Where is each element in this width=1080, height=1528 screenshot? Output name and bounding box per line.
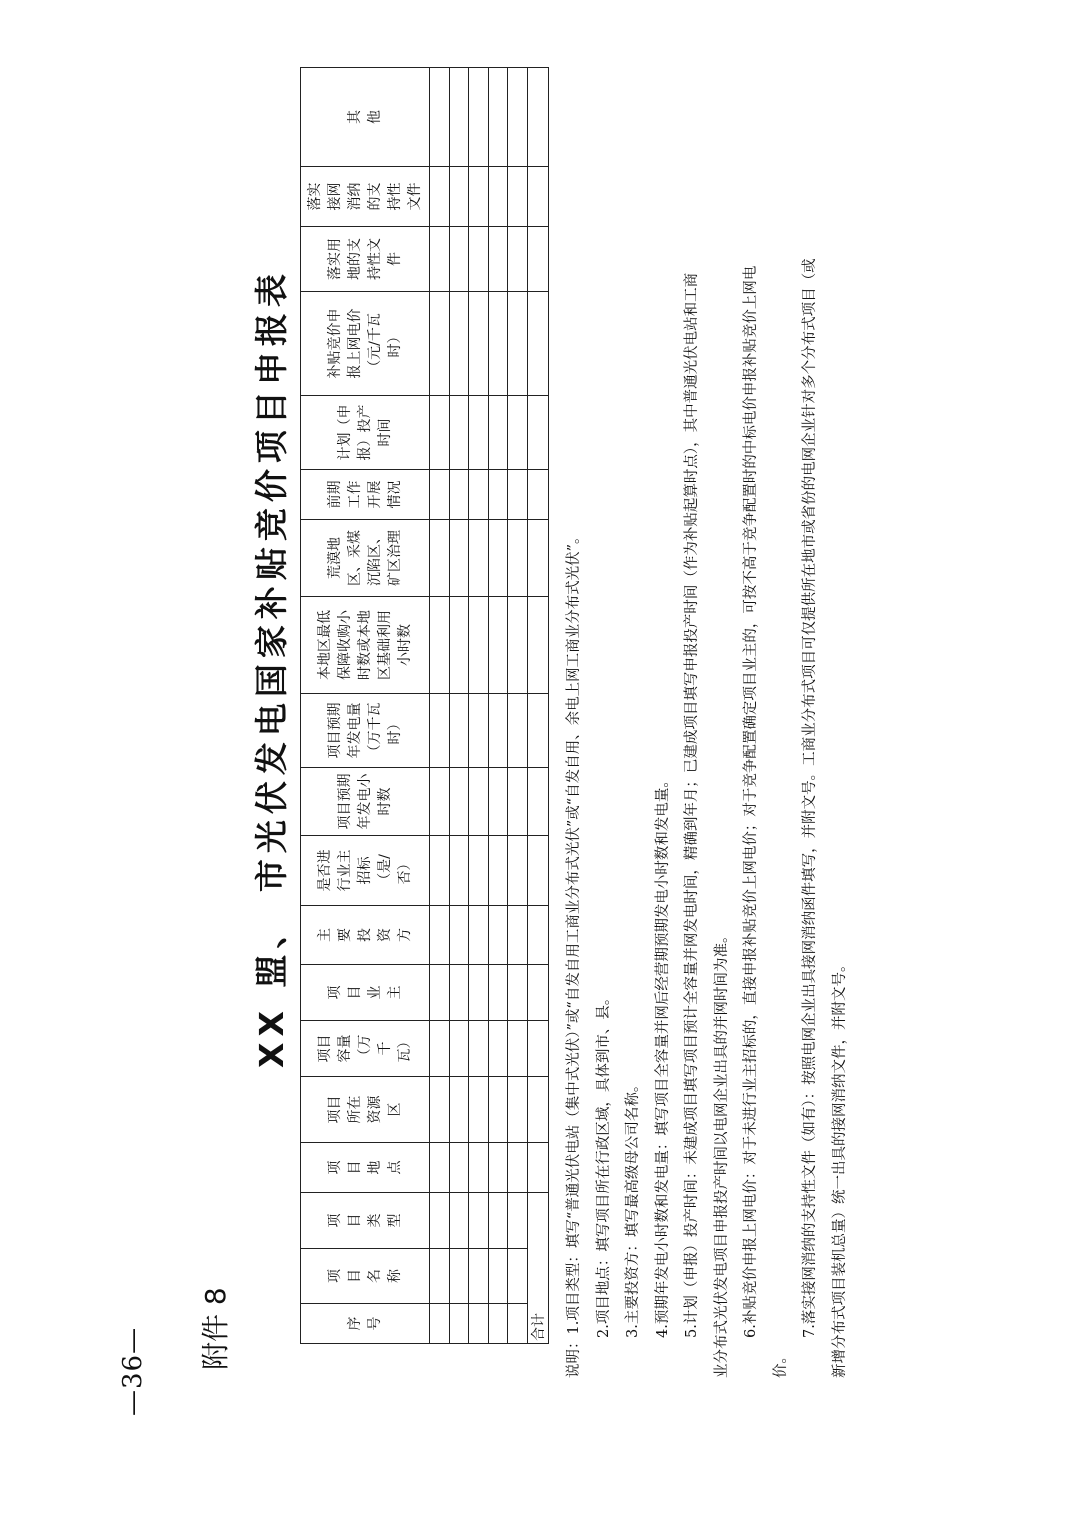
document-title: XX 盟、 市光伏发电国家补贴竞价项目申报表: [252, 268, 291, 1068]
header-capacity: 项目容量（万千瓦）: [301, 1021, 430, 1077]
header-other: 其他: [301, 68, 430, 167]
table-total-row: [527, 68, 548, 1344]
table-row: [488, 68, 508, 1344]
project-report-table: [300, 67, 549, 1344]
header-project-type: 项目类型: [301, 1193, 430, 1249]
header-serial: 序号: [301, 1304, 430, 1344]
note-5: 5.计划（申报）投产时间：未建成项目填写项目预计全容量并网发电时间，精确到年月；已建成项目填写申报投产时间（作为补贴起算时点），其中普通光伏电站和工商: [684, 272, 700, 1338]
table-header-row: [301, 68, 430, 1344]
note-7: 7.落实接网消纳的支持性文件（如有）：按照电网企业出具接网消纳函件填写，并附文号。工商业分布式项目可仅提供所在地市或省份的电网企业针对多个分布式项目（或: [802, 258, 818, 1338]
note-1: 说明：1.项目类型：填写“普通光伏电站（集中式光伏）”或“自发自用工商业分布式光伏”或“自发自用、余电上网工商业分布式光伏”。: [566, 529, 582, 1378]
header-owner-bidding: 是否进行业主招标（是/否）: [301, 836, 430, 906]
note-7-continued: 新增分布式项目装机总量）统一出具的接网消纳文件，并附文号。: [831, 957, 848, 1378]
attachment-label: 附件 8: [199, 1287, 232, 1370]
note-5-continued: 业分布式光伏发电项目申报投产时间以电网企业出具的并网时间为准。: [713, 928, 730, 1378]
note-6-continued: 价。: [772, 1349, 789, 1378]
header-land-documents: 落实用地的支持性文件: [301, 227, 430, 292]
header-annual-generation: 项目预期年发电量（万千瓦时）: [301, 694, 430, 768]
note-6: 6.补贴竞价申报上网电价：对于未进行业主招标的，直接申报补贴竞价上网电价；对于竞争配置确定项目业主的，可按不高于竞争配置时的中标电价申报补贴竞价上网电: [743, 265, 759, 1338]
table-row: [430, 68, 450, 1344]
header-desert-mining-area: 荒漠地区、采煤沉陷区、矿区治理: [301, 520, 430, 597]
total-label: 合计: [527, 1193, 548, 1344]
header-project-location: 项目地点: [301, 1143, 430, 1193]
header-project-owner: 项目业主: [301, 965, 430, 1021]
header-preliminary-work: 前期工作开展情况: [301, 470, 430, 520]
notes-section: [560, 108, 855, 1378]
header-main-investor: 主要投资方: [301, 906, 430, 965]
header-bid-price: 补贴竞价申报上网电价（元/千瓦时）: [301, 292, 430, 396]
header-grid-documents: 落实接网消纳的支持性文件: [301, 167, 430, 227]
header-guaranteed-hours: 本地区最低保障收购小时数或本地区基础利用小时数: [301, 597, 430, 694]
table-row: [449, 68, 469, 1344]
header-commissioning-time: 计划（申报）投产时间: [301, 396, 430, 470]
table-row: [469, 68, 489, 1344]
note-2: 2.项目地点：填写项目所在行政区域，具体到市、县。: [595, 990, 612, 1338]
note-3: 3.主要投资方：填写最高级母公司名称。: [625, 1077, 641, 1338]
note-4: 4.预期年发电小时数和发电量：填写项目全容量并网后经营期预期发电小时数和发电量。: [654, 773, 671, 1338]
header-project-name: 项目名称: [301, 1249, 430, 1304]
page-number: —36—: [118, 1326, 148, 1416]
table-row: [508, 68, 528, 1344]
header-resource-zone: 项目所在资源区: [301, 1077, 430, 1143]
header-annual-hours: 项目预期年发电小时数: [301, 768, 430, 836]
